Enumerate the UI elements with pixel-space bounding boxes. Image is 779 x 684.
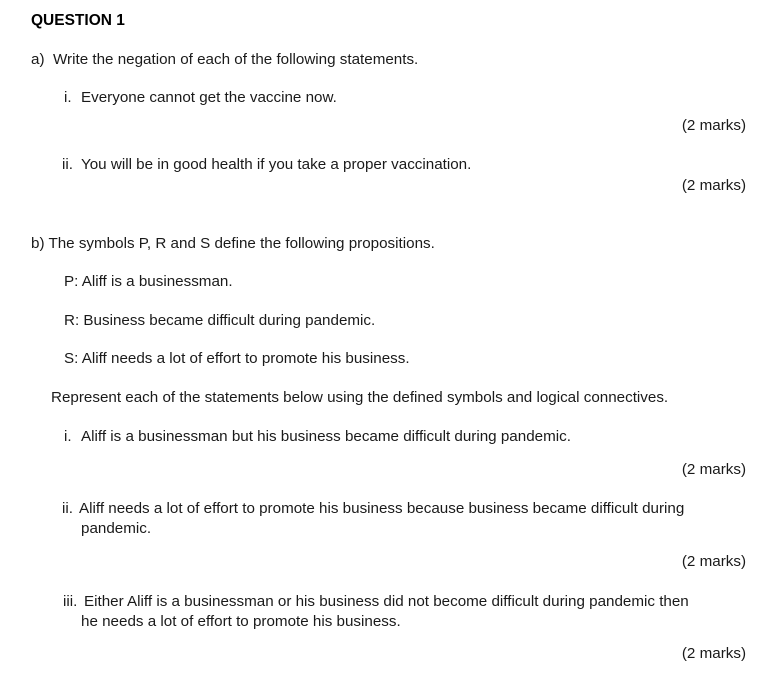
part-b-item-2-marks: (2 marks) bbox=[681, 553, 746, 570]
part-b-item-2-text-line-2: pandemic. bbox=[81, 520, 152, 537]
part-b-instruction: Represent each of the statements below using the defined symbols and logical connectives. bbox=[51, 389, 669, 406]
part-b-item-3-marks: (2 marks) bbox=[681, 645, 746, 662]
part-a-item-1-marks: (2 marks) bbox=[681, 117, 746, 134]
part-a-instruction: Write the negation of each of the following statements. bbox=[53, 51, 419, 68]
part-a-item-1-number: i. bbox=[64, 89, 72, 106]
part-b-item-3-text-line-1: Either Aliff is a businessman or his business did not become difficult during pandemic then bbox=[84, 593, 689, 610]
part-b-item-1-text: Aliff is a businessman but his business became difficult during pandemic. bbox=[81, 428, 571, 445]
part-b-item-1-number: i. bbox=[64, 428, 72, 445]
proposition-r: R: Business became difficult during pandemic. bbox=[64, 312, 376, 329]
part-a-item-2-text: You will be in good health if you take a proper vaccination. bbox=[81, 156, 472, 173]
part-b-intro: b) The symbols P, R and S define the following propositions. bbox=[31, 235, 435, 252]
question-title: QUESTION 1 bbox=[31, 12, 125, 29]
part-a-item-2-marks: (2 marks) bbox=[681, 177, 746, 194]
part-b-item-1-marks: (2 marks) bbox=[681, 461, 746, 478]
proposition-p: P: Aliff is a businessman. bbox=[64, 273, 233, 290]
part-b-item-2-text-line-1: Aliff needs a lot of effort to promote his business because business became difficult during bbox=[79, 500, 685, 517]
part-b-item-3-number: iii. bbox=[63, 593, 78, 610]
part-a-item-2-number: ii. bbox=[62, 156, 73, 173]
proposition-s: S: Aliff needs a lot of effort to promote his business. bbox=[64, 350, 410, 367]
part-b-item-2-number: ii. bbox=[62, 500, 73, 517]
part-b-item-3-text-line-2: he needs a lot of effort to promote his business. bbox=[81, 613, 401, 630]
part-a-item-1-text: Everyone cannot get the vaccine now. bbox=[81, 89, 337, 106]
part-a-label: a) bbox=[31, 51, 45, 68]
